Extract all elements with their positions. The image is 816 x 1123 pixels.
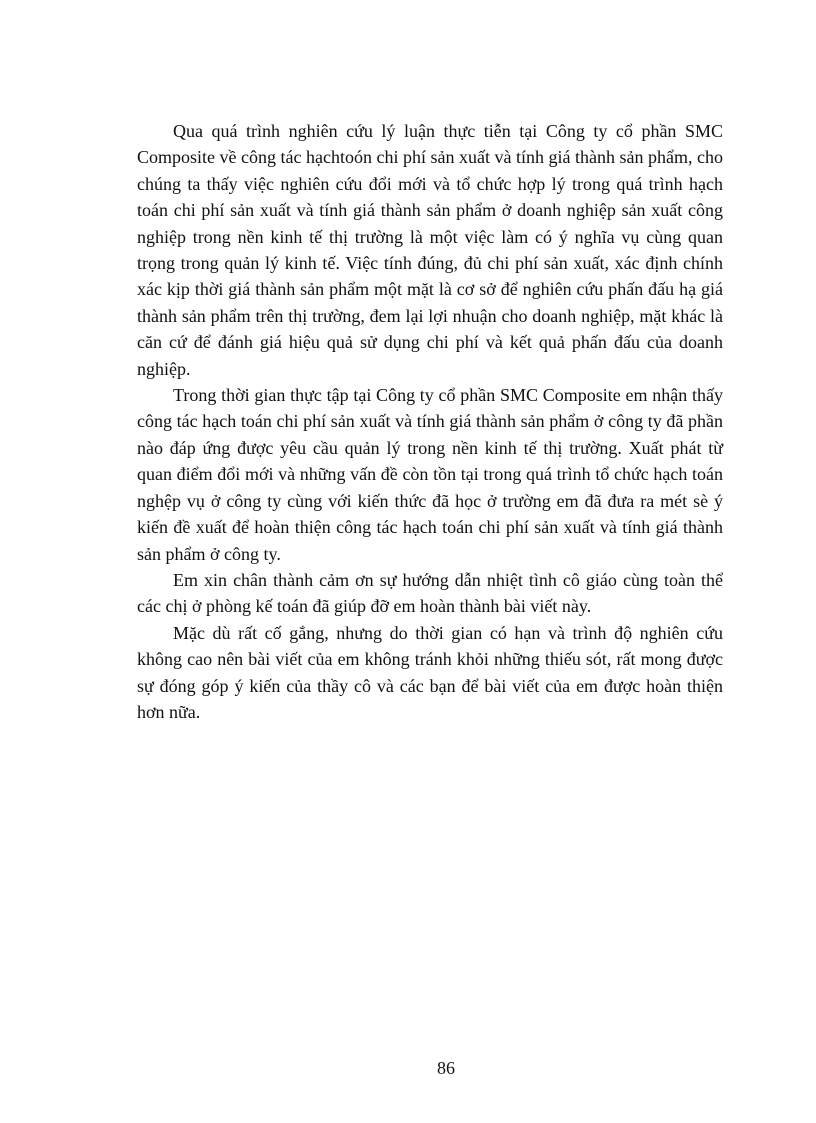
paragraph-internship: Trong thời gian thực tập tại Công ty cổ phần SMC Composite em nhận thấy công tác hạch toán chi phí sản xuất và tính giá thành sản phẩm ở công ty đã phần nào đáp ứng được yêu cầu quản lý trong nền kinh tế thị trường. Xuất phát từ quan điểm đổi mới và những vấn đề còn tồn tại trong quá trình tổ chức hạch toán nghệp vụ ở công ty cùng với kiến thức đã học ở trường em đã đưa ra mét sè ý kiến đề xuất để hoàn thiện công tác hạch toán chi phí sản xuất và tính giá thành sản phẩm ở công ty. (137, 385, 723, 564)
paragraph-closing: Mặc dù rất cố gắng, nhưng do thời gian có hạn và trình độ nghiên cứu không cao nên bài viết của em không tránh khỏi những thiếu sót, rất mong được sự đóng góp ý kiến của thầy cô và các bạn để bài viết của em được hoàn thiện hơn nữa. (137, 622, 723, 722)
paragraph-thanks: Em xin chân thành cảm ơn sự hướng dẫn nhiệt tình cô giáo cùng toàn thể các chị ở phòng kế toán đã giúp đỡ em hoàn thành bài viết này. (137, 569, 723, 617)
body-text (137, 118, 723, 725)
paragraph-conclusion-intro: Qua quá trình nghiên cứu lý luận thực tiễn tại Công ty cổ phần SMC Composite về công tác hạchtoón chi phí sản xuất và tính giá thành sản phẩm, cho chúng ta thấy việc nghiên cứu đổi mới và tổ chức hợp lý trong quá trình hạch toán chi phí sản xuất và tính giá thành sản phẩm ở doanh nghiệp sản xuất công nghiệp trong nền kinh tế thị trường là một việc làm có ý nghĩa vụ cùng quan trọng trong quản lý kinh tế. Việc tính đúng, đủ chi phí sản xuất, xác định chính xác kịp thời giá thành sản phẩm một mặt là cơ sở để nghiên cứu phấn đấu hạ giá thành sản phẩm trên thị trường, đem lại lợi nhuận cho doanh nghiệp, mặt khác là căn cứ để đánh giá hiệu quả sử dụng chi phí và kết quả phấn đấu của doanh nghiệp. (137, 121, 723, 379)
page-number: 86 (437, 1058, 455, 1078)
